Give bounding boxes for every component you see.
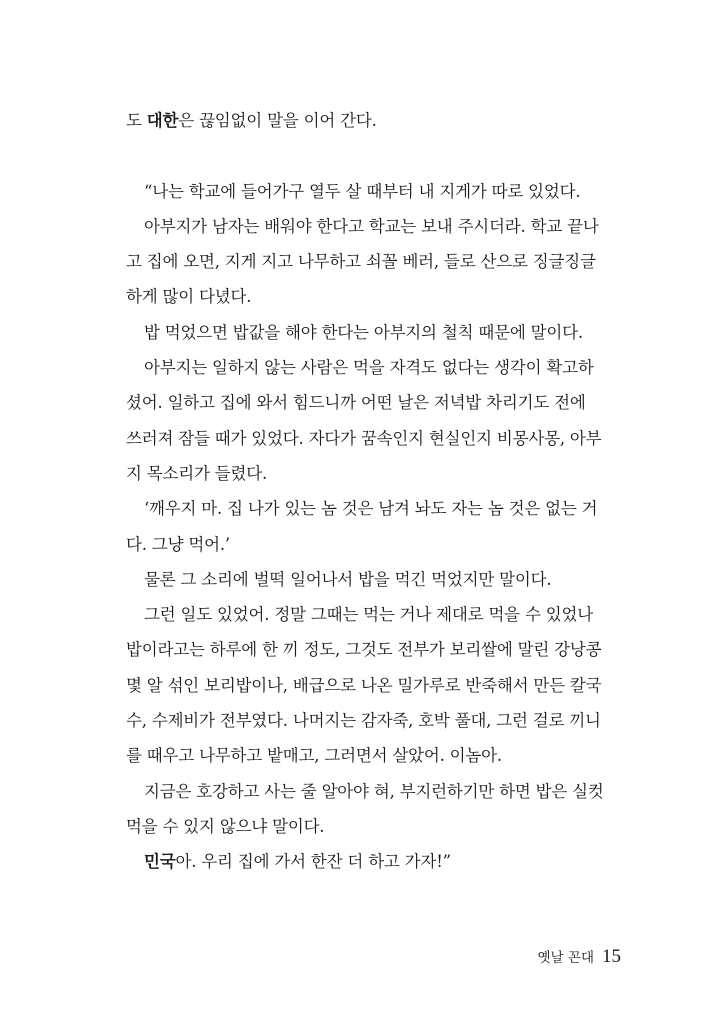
text-line: 먹을 수 있지 않으냐 말이다. xyxy=(126,816,325,836)
text-line: 지금은 호강하고 사는 줄 알아야 혀, 부지런하기만 하면 밥은 실컷 xyxy=(144,781,604,801)
text-line: 아부지는 일하지 않는 사람은 먹을 자격도 없다는 생각이 확고하 xyxy=(144,358,594,378)
text-line: 도 대한은 끊임없이 말을 이어 간다. xyxy=(126,111,377,130)
text-line: 를 때우고 나무하고 밭매고, 그러면서 살았어. 이놈아. xyxy=(126,746,502,766)
running-footer xyxy=(538,946,621,968)
text-line: 민국아. 우리 집에 가서 한잔 더 하고 가자!” xyxy=(144,852,451,872)
body-text xyxy=(126,103,622,880)
text-line: 밥 먹었으면 밥값을 해야 한다는 아부지의 철칙 때문에 말이다. xyxy=(144,322,583,342)
text-line: 밥이라고는 하루에 한 끼 정도, 그것도 전부가 보리쌀에 말린 강낭콩 xyxy=(126,640,602,660)
character-name-minguk: 민국 xyxy=(144,852,176,872)
text-line: 쓰러져 잠들 때가 있었다. 자다가 꿈속인지 현실인지 비몽사몽, 아부 xyxy=(126,428,602,448)
text-line: 몇 알 섞인 보리밥이나, 배급으로 나온 밀가루로 반죽해서 만든 칼국 xyxy=(126,675,602,695)
paragraph-gap xyxy=(126,138,622,173)
text-line: 수, 수제비가 전부였다. 나머지는 감자죽, 호박 풀대, 그런 걸로 끼니 xyxy=(126,711,601,731)
text-line: 그런 일도 있었어. 정말 그때는 먹는 거나 제대로 먹을 수 있었나 xyxy=(144,605,593,625)
page-number: 15 xyxy=(602,946,621,967)
character-name-daehan: 대한 xyxy=(146,111,179,130)
text-line: 물론 그 소리에 벌떡 일어나서 밥을 먹긴 먹었지만 말이다. xyxy=(144,569,552,589)
running-title: 옛날 꼰대 xyxy=(537,950,594,966)
text-line: 고 집에 오면, 지게 지고 나무하고 쇠꼴 베러, 들로 산으로 징글징글 xyxy=(126,252,596,272)
text-line: 아부지가 남자는 배워야 한다고 학교는 보내 주시더라. 학교 끝나 xyxy=(144,216,599,236)
text-line: 지 목소리가 들렸다. xyxy=(126,463,268,483)
text-line: 하게 많이 다녔다. xyxy=(126,287,252,307)
text-line: “나는 학교에 들어가구 열두 살 때부터 내 지게가 따로 있었다. xyxy=(144,181,581,201)
text-line: ‘깨우지 마. 집 나가 있는 놈 것은 남겨 놔도 자는 놈 것은 없는 거 xyxy=(144,499,598,519)
text-line: 다. 그냥 먹어.’ xyxy=(126,534,230,554)
text-line: 셨어. 일하고 집에 와서 힘드니까 어떤 날은 저녁밥 차리기도 전에 xyxy=(126,393,586,413)
